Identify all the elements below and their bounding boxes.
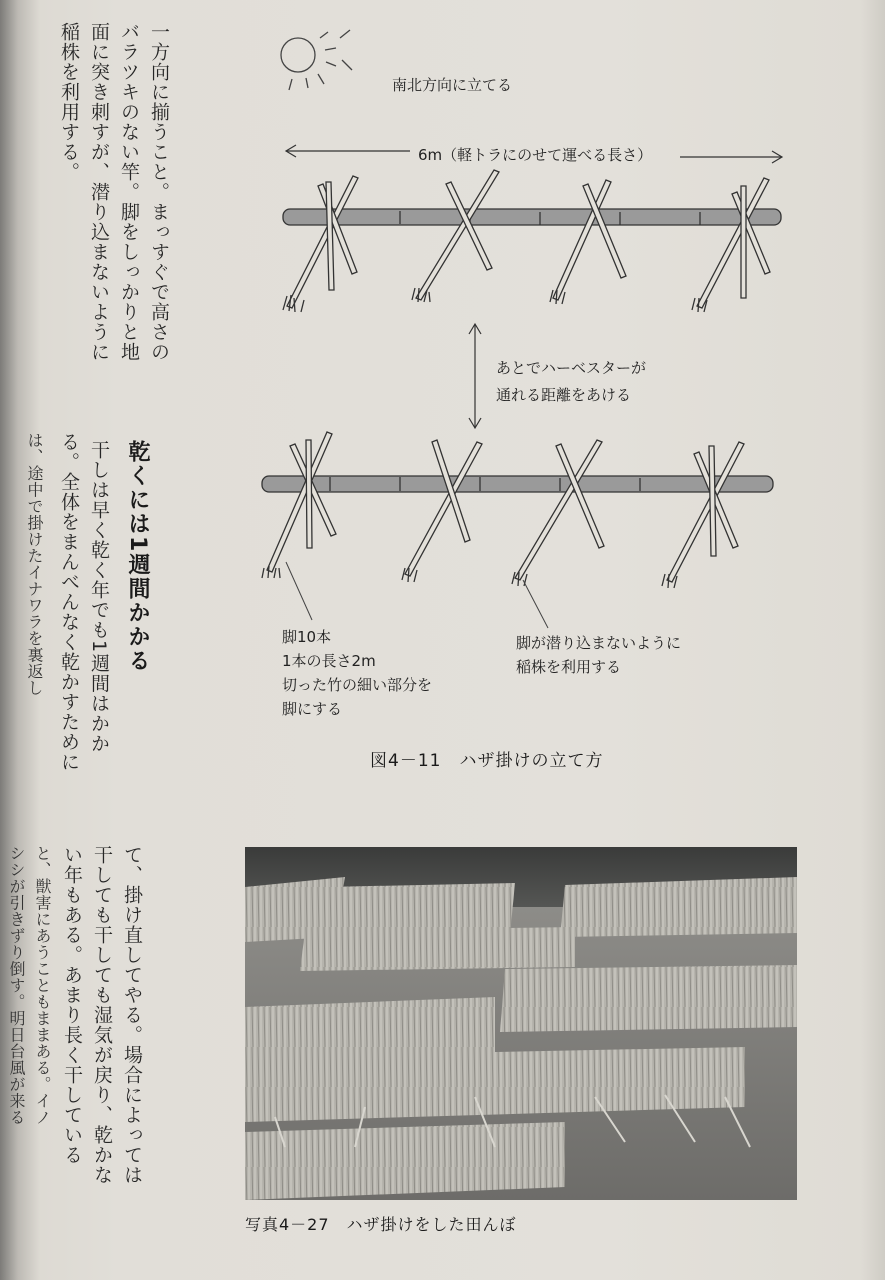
text-line: い年もある。あまり長く干している [61, 845, 83, 1165]
leader-legs [286, 562, 312, 620]
label-gap-line1: あとでハーベスターが [496, 359, 647, 377]
sun-icon [281, 30, 352, 90]
photo-rice-field [245, 847, 797, 1200]
text-line: る。全体をまんべんなく乾かすために [58, 432, 80, 772]
arrow-vertical-icon [469, 324, 481, 428]
photo-image [245, 847, 797, 1200]
text-line: て、掛け直してやる。場合によっては [121, 845, 143, 1185]
text-line: 干しは早く乾く年でも1週間はかか [88, 440, 110, 754]
label-legs-line2: 1本の長さ2m [282, 652, 376, 670]
label-stubble-line1: 脚が潜り込まないように [516, 634, 682, 652]
label-stubble-line2: 稲株を利用する [516, 658, 622, 676]
label-legs-line4: 脚にする [282, 700, 343, 718]
arrow-right-icon [680, 151, 782, 163]
label-legs-line1: 脚10本 [282, 628, 332, 646]
leader-stubble [523, 580, 548, 628]
arrow-left-icon [286, 145, 410, 157]
text-line: バラツキのない竿。脚をしっかりと地 [118, 22, 140, 362]
text-line: シシが引きずり倒す。明日台風が来る [7, 845, 26, 1126]
rack-upper [283, 170, 781, 312]
figure-caption: 図4－11 ハザ掛けの立て方 [370, 751, 604, 771]
text-line: は、途中で掛けたイナワラを裏返し [25, 432, 44, 696]
label-direction: 南北方向に立てる [392, 76, 513, 94]
text-line: 稲株を利用する。 [58, 22, 80, 182]
text-line: 面に突き刺すが、潜り込まないように [88, 22, 110, 362]
label-gap-line2: 通れる距離をあける [496, 386, 632, 404]
label-legs-line3: 切った竹の細い部分を [282, 676, 433, 694]
rack-lower [262, 432, 773, 588]
text-line: と、獣害にあうこともままある。イノ [33, 845, 52, 1126]
text-line: 一方向に揃うこと。まっすぐで高さの [148, 22, 170, 362]
section-heading: 乾くには1週間かかる [125, 440, 150, 674]
label-length: 6m（軽トラにのせて運べる長さ） [418, 146, 653, 164]
photo-caption: 写真4－27 ハザ掛けをした田んぼ [245, 1215, 517, 1234]
text-line: 干しても干しても湿気が戻り、乾かな [91, 845, 113, 1185]
